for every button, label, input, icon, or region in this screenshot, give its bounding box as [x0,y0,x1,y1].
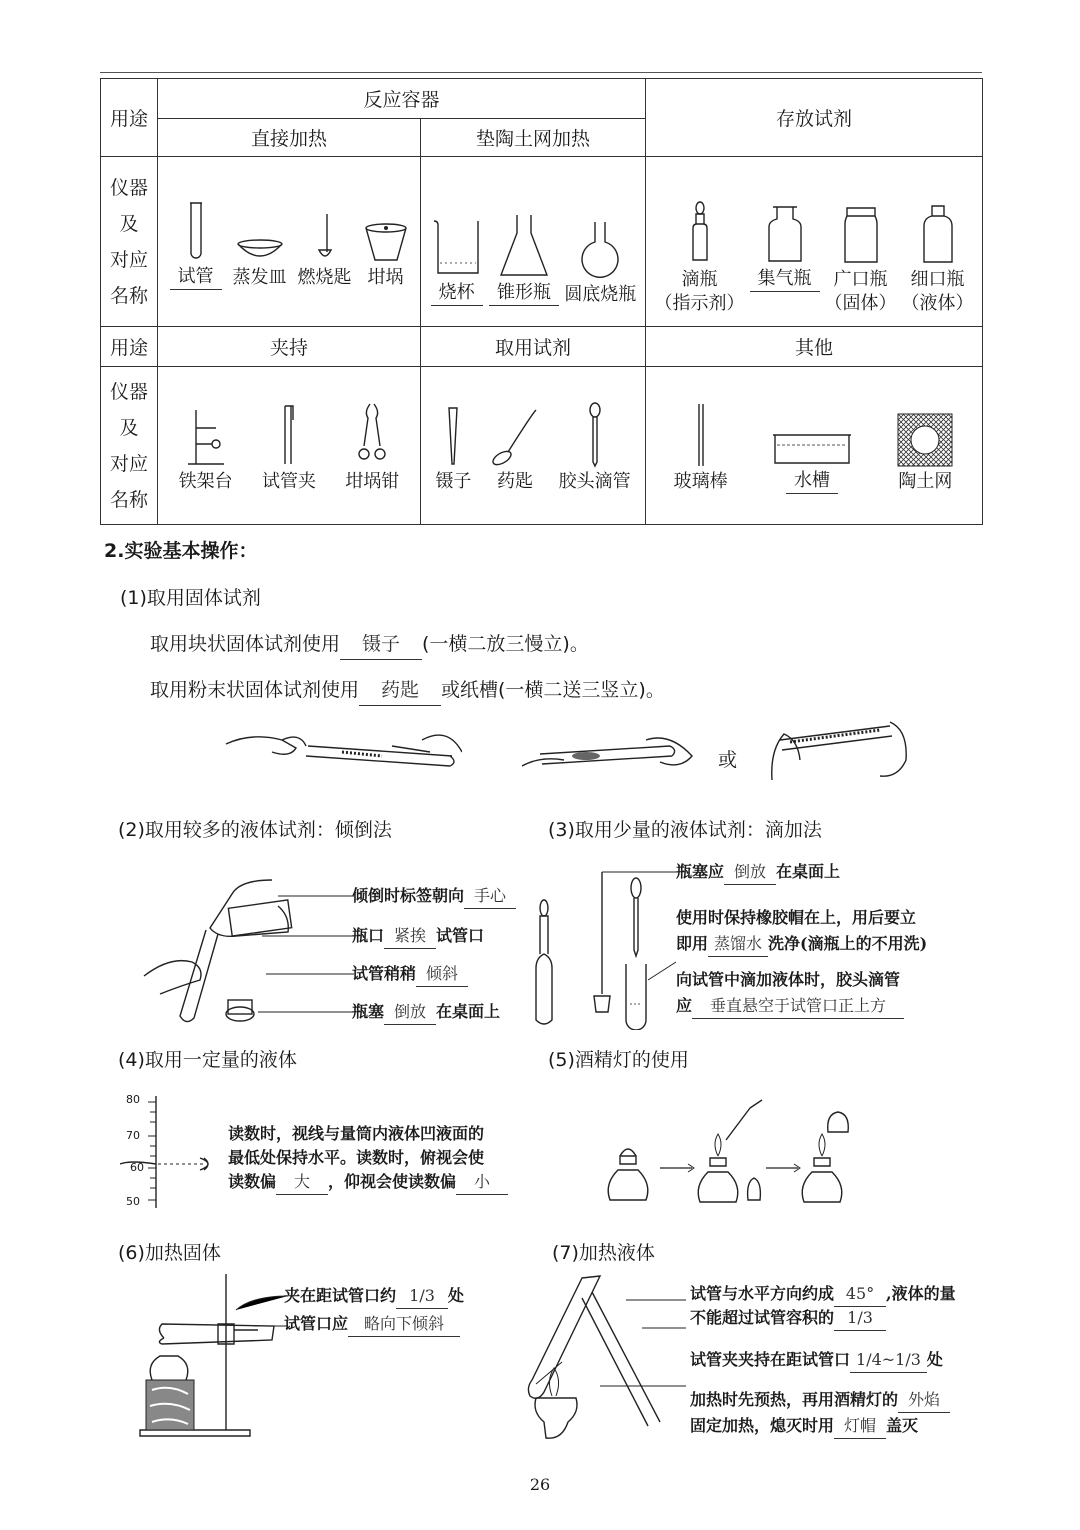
alcohol-lamp-illustration [600,1098,880,1208]
wide-mouth-bottle-icon [841,204,881,266]
iron-stand-name: 铁架台 [178,471,233,492]
s4-line-2: 最低处保持水平。读数时，俯视会使 [228,1148,485,1167]
s3-title: (3)取用少量的液体试剂：滴加法 [548,819,822,841]
glass-rod-item [674,402,728,494]
combustion-spoon-icon [315,212,335,264]
storage-header: 存放试剂 [646,79,983,157]
s7-note-5: 固定加热，熄灭时用 灯帽 盖灭 [690,1414,918,1439]
s5-title: (5)酒精灯的使用 [548,1049,689,1071]
s2-fill-4: 倒放 [384,1000,436,1025]
s4-fill-2: 小 [456,1170,508,1195]
spatula-name: 药匙 [497,471,533,492]
evaporating-dish-name: 蒸发皿 [232,267,287,288]
water-trough-item [771,433,853,494]
wide-mouth-bottle-note: （固体） [824,293,897,314]
s6-title: (6)加热固体 [118,1242,221,1264]
gas-jar-name: 集气瓶 [750,267,820,292]
s6-note-1: 夹在距试管口约 1/3 处 [284,1284,464,1309]
s7-title: (7)加热液体 [552,1242,655,1264]
s7-fill-3: 1/4~1/3 [850,1348,927,1373]
usage-label: 用途 [101,79,158,157]
s7-note-4: 加热时先预热，再用酒精灯的 外焰 [690,1388,950,1413]
wide-mouth-bottle-item [825,204,897,316]
dropper-item [559,402,631,494]
s6-fill-1: 1/3 [396,1284,448,1309]
round-flask-icon [579,220,621,282]
s3-fill-1: 倒放 [724,860,776,885]
dropper-leader-lines [600,870,680,1030]
direct-heat-header: 直接加热 [158,119,421,157]
dropper-icon [587,402,603,468]
other-header: 其他 [646,327,983,367]
s7-note-3: 试管夹夹持在距试管口 1/4~1/3 处 [690,1348,943,1373]
s2-fill-1: 手心 [464,884,516,909]
s6-note-2: 试管口应 略向下倾斜 [284,1312,460,1337]
beaker-name: 烧杯 [431,281,483,306]
heating-solid-leader-lines [232,1290,292,1330]
s3-note-3b: 应 垂直悬空于试管口正上方 [676,994,904,1019]
s3-fill-3: 垂直悬空于试管口正上方 [692,994,904,1019]
test-tube-clamp-icon [281,402,297,468]
top-rule [100,72,982,73]
round-flask-item [564,220,636,306]
s7-note-2: 不能超过试管容积的 1/3 [690,1306,886,1331]
mesh-heat-items [421,157,646,327]
section-2-title: 2.实验基本操作： [104,540,258,562]
apparatus-table [100,78,983,525]
s4-fill-1: 大 [276,1170,328,1195]
take-items [421,367,646,525]
s2-title: (2)取用较多的液体试剂：倾倒法 [118,819,392,841]
usage-label-2: 用途 [101,327,158,367]
s2-note-2: 瓶口 紧挨 试管口 [352,924,484,949]
tweezers-name: 镊子 [435,471,472,492]
s3-note-2b: 即用 蒸馏水 洗净(滴瓶上的不用洗) [676,932,927,957]
glass-rod-name: 玻璃棒 [673,471,728,492]
cylinder-tick-70: 70 [126,1129,140,1142]
hold-header: 夹持 [158,327,421,367]
s4-line-3: 读数偏 大 ，仰视会使读数偏 小 [228,1170,508,1195]
s6-fill-2: 略向下倾斜 [348,1312,460,1337]
evaporating-dish-icon [235,238,285,264]
cylinder-tick-80: 80 [126,1093,140,1106]
s3-note-1: 瓶塞应 倒放 在桌面上 [676,860,840,885]
wide-mouth-bottle-name: 广口瓶 [833,269,888,290]
s2-fill-3: 倾斜 [416,962,468,987]
glass-rod-icon [697,402,705,468]
s4-line-1: 读数时，视线与量筒内液体凹液面的 [228,1124,485,1143]
narrow-mouth-bottle-icon [920,204,956,266]
ceramic-mesh-name: 陶土网 [898,471,953,492]
apparatus-label-2: 仪器 及 对应 名称 [101,367,158,525]
hold-items [158,367,421,525]
apparatus-label-1: 仪器 及 对应 名称 [101,157,158,327]
dropper-bottle-icon [685,200,715,266]
page-number: 26 [529,1475,551,1494]
combustion-spoon-item [298,212,352,290]
s1-fill-1: 镊子 [340,629,422,660]
s1-fill-2: 药匙 [359,675,441,706]
test-tube-clamp-item [262,402,316,494]
s7-fill-4: 外焰 [898,1388,950,1413]
water-trough-icon [771,433,853,467]
narrow-mouth-bottle-name: 细口瓶 [910,269,965,290]
gas-jar-item [750,203,820,292]
s3-note-3a: 向试管中滴加液体时，胶头滴管 [676,970,901,989]
s7-fill-1: 45° [834,1282,886,1307]
s2-fill-2: 紧挨 [384,924,436,949]
s1-line1: 取用块状固体试剂使用 镊子 (一横二放三慢立)。 [150,629,589,660]
s4-title: (4)取用一定量的液体 [118,1049,297,1071]
s7-note-1: 试管与水平方向约成 45° ,液体的量 [690,1282,956,1307]
tweezers-icon [446,406,460,468]
reaction-container-header: 反应容器 [158,79,646,119]
test-tube-item [170,201,222,290]
crucible-tongs-name: 坩埚钳 [345,471,400,492]
graduated-cylinder-illustration [120,1092,220,1212]
test-tube-clamp-name: 试管夹 [261,471,316,492]
take-header: 取用试剂 [421,327,646,367]
s7-fill-5: 灯帽 [834,1414,886,1439]
erlenmeyer-flask-icon [497,213,551,279]
crucible-icon [363,222,409,264]
cylinder-tick-60: 60 [130,1161,144,1174]
other-items [646,367,983,525]
spatula-item [488,406,542,494]
beaker-item [430,217,484,306]
tweezers-item [435,406,471,494]
paper-trough-illustration [770,720,910,784]
crucible-tongs-icon [358,402,386,468]
dropper-bottle-item [655,200,745,316]
ceramic-mesh-icon [896,412,954,468]
crucible-tongs-item [345,402,399,494]
gas-jar-icon [765,203,805,265]
s1-title: (1)取用固体试剂 [120,587,261,609]
narrow-mouth-bottle-item [902,204,974,316]
narrow-mouth-bottle-note: （液体） [901,293,974,314]
heating-liquid-leader-lines [600,1296,690,1396]
dropper-bottle-name: 滴瓶 [681,269,718,290]
iron-stand-icon [184,406,228,468]
test-tube-name: 试管 [170,265,222,290]
water-trough-name: 水槽 [786,469,838,494]
pouring-leader-lines [258,880,358,1020]
test-tube-icon [186,201,206,263]
ceramic-mesh-item [896,412,954,494]
iron-stand-item [179,406,233,494]
crucible-item [363,222,409,290]
dropper-bottle-note: （指示剂） [654,293,745,314]
erlenmeyer-flask-name: 锥形瓶 [489,281,559,306]
s2-note-3: 试管稍稍 倾斜 [352,962,468,987]
s1-line2: 取用粉末状固体试剂使用 药匙 或纸槽(一横二送三竖立)。 [150,675,665,706]
crucible-name: 坩埚 [367,267,404,288]
combustion-spoon-name: 燃烧匙 [297,267,352,288]
dropper-name: 胶头滴管 [558,471,631,492]
spatula-icon [488,406,542,468]
powder-spoon-illustration [520,730,700,780]
s2-note-1: 倾倒时标签朝向 手心 [352,884,516,909]
mesh-heat-header: 垫陶土网加热 [421,119,646,157]
direct-heat-items [158,157,421,327]
s3-note-2a: 使用时保持橡胶帽在上，用后要立 [676,908,917,927]
solid-lump-illustration [222,722,462,784]
s3-fill-2: 蒸馏水 [708,932,768,957]
cylinder-tick-50: 50 [126,1195,140,1208]
evaporating-dish-item [233,238,287,290]
erlenmeyer-flask-item [489,213,559,306]
or-label: 或 [718,749,738,771]
s2-note-4: 瓶塞 倒放 在桌面上 [352,1000,500,1025]
beaker-icon [430,217,484,279]
s7-fill-2: 1/3 [834,1306,886,1331]
storage-items [646,157,983,327]
round-flask-name: 圆底烧瓶 [564,284,637,305]
